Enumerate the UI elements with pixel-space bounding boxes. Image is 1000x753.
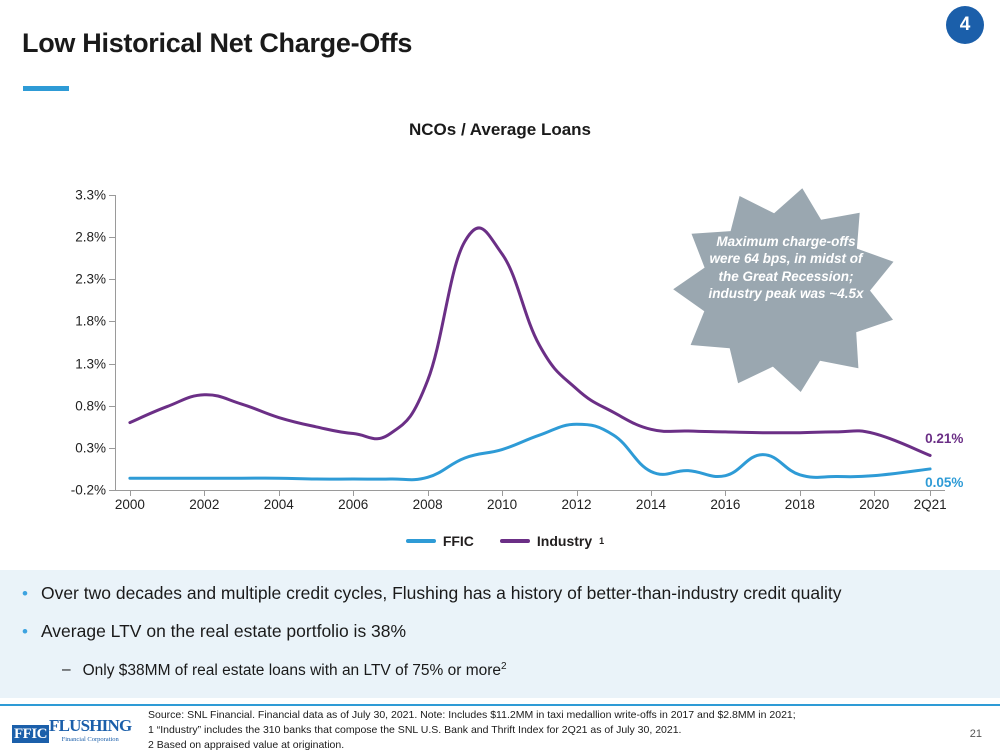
sub-bullet-superscript: 2 xyxy=(501,661,507,672)
end-label-industry: 0.21% xyxy=(925,431,964,447)
y-tick-mark xyxy=(109,448,115,449)
y-tick-label: -0.2% xyxy=(70,482,106,498)
legend-swatch-ffic xyxy=(406,539,436,543)
callout-text: Maximum charge-offs were 64 bps, in midst of the Great Recession; industry peak was ~4.5x xyxy=(708,234,864,301)
x-tick-label: 2016 xyxy=(710,497,741,512)
company-logo xyxy=(12,717,131,743)
bullet-dot-icon: • xyxy=(22,622,28,641)
x-tick-mark xyxy=(353,490,354,496)
x-tick-mark xyxy=(577,490,578,496)
x-axis xyxy=(115,490,945,491)
legend-label-ffic: FFIC xyxy=(442,533,474,549)
y-tick-mark xyxy=(109,279,115,280)
x-tick-label: 2018 xyxy=(784,497,815,512)
y-tick-label: 0.3% xyxy=(75,440,106,456)
sub-bullet-text-1: Only $38MM of real estate loans with an LTV of 75% or more$^2$ xyxy=(82,661,507,680)
x-tick-label: 2012 xyxy=(561,497,592,512)
y-tick-label: 0.8% xyxy=(75,398,106,414)
x-tick-label: 2002 xyxy=(189,497,220,512)
x-tick-mark xyxy=(651,490,652,496)
y-tick-label: 2.8% xyxy=(75,229,106,245)
bullet-text-2: Average LTV on the real estate portfolio is 38% xyxy=(40,621,407,641)
logo-name: FLUSHING xyxy=(49,716,132,735)
source-line-3: 2 Based on appraised value at origination. xyxy=(148,738,345,751)
legend-superscript-industry: 1 xyxy=(599,536,605,546)
y-tick-mark xyxy=(109,406,115,407)
x-tick-mark xyxy=(204,490,205,496)
legend-item-ffic xyxy=(406,533,474,549)
x-tick-label: 2004 xyxy=(263,497,294,512)
x-tick-label: 2020 xyxy=(859,497,890,512)
callout-starburst xyxy=(668,185,903,395)
legend-swatch-industry xyxy=(500,539,530,543)
x-tick-mark xyxy=(279,490,280,496)
source-line-2: 1 “Industry” includes the 310 banks that compose the SNL U.S. Bank and Thrift Index for 2Q21 as of July 30, 2021. xyxy=(148,723,682,736)
footer-divider xyxy=(0,704,1000,706)
logo-mark: FFIC xyxy=(14,726,47,742)
logo-subtitle: Financial Corporation xyxy=(61,736,119,743)
bullet-dot-icon: • xyxy=(22,584,28,603)
y-tick-mark xyxy=(109,490,115,491)
chart-title: NCOs / Average Loans xyxy=(408,120,592,139)
x-tick-label: 2014 xyxy=(635,497,666,512)
x-tick-mark xyxy=(130,490,131,496)
y-tick-label: 1.8% xyxy=(75,313,106,329)
chart-legend xyxy=(55,533,955,549)
x-tick-mark xyxy=(725,490,726,496)
x-tick-mark xyxy=(874,490,875,496)
slide-badge: 4 xyxy=(946,6,984,44)
dash-icon: – xyxy=(62,661,71,678)
bullet-item-2 xyxy=(22,621,972,642)
y-tick-label: 1.3% xyxy=(75,356,106,372)
x-tick-mark xyxy=(428,490,429,496)
y-tick-mark xyxy=(109,364,115,365)
x-tick-mark xyxy=(800,490,801,496)
x-tick-label: 2000 xyxy=(114,497,145,512)
x-tick-label: 2006 xyxy=(338,497,369,512)
x-tick-label: 2Q21 xyxy=(913,497,947,512)
x-tick-mark xyxy=(930,490,931,496)
page-number: 21 xyxy=(969,728,982,740)
x-tick-label: 2010 xyxy=(487,497,518,512)
y-tick-label: 3.3% xyxy=(75,187,106,203)
title-underline xyxy=(23,86,69,91)
sub-bullet-item-1 xyxy=(62,661,972,680)
bullet-text-1: Over two decades and multiple credit cycles, Flushing has a history of better-than-industry credit quality xyxy=(40,583,842,603)
y-tick-mark xyxy=(109,237,115,238)
y-tick-mark xyxy=(109,321,115,322)
x-tick-label: 2008 xyxy=(412,497,443,512)
x-tick-mark xyxy=(502,490,503,496)
source-note xyxy=(148,708,796,753)
bullet-item-1 xyxy=(22,583,972,604)
legend-item-industry xyxy=(500,533,604,549)
page-title: Low Historical Net Charge-Offs xyxy=(22,28,413,58)
source-line-1: Source: SNL Financial. Financial data as of July 30, 2021. Note: Includes $11.2MM in taxi medallion write-offs in 2017 and $2.8MM in 2021; xyxy=(148,709,796,721)
legend-label-industry: Industry xyxy=(536,533,593,549)
end-label-ffic: 0.05% xyxy=(925,474,964,490)
y-tick-mark xyxy=(109,195,115,196)
y-tick-label: 2.3% xyxy=(75,271,106,287)
